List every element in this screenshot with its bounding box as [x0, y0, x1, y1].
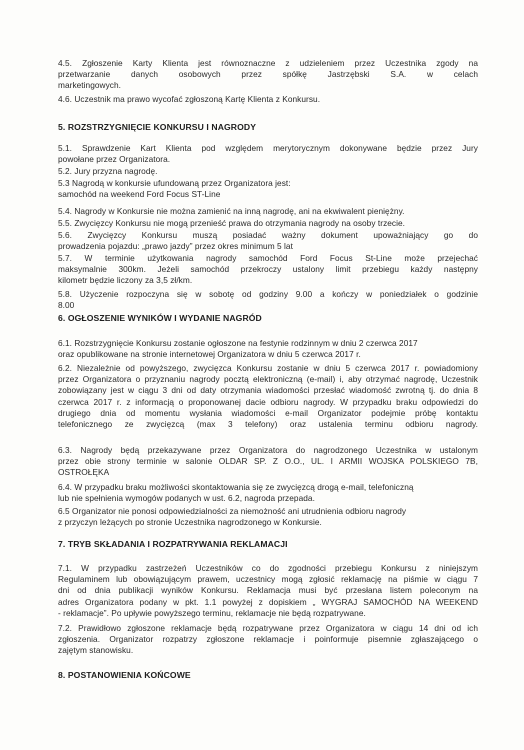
text-line: przez Organizatora o przyznaniu nagrody pocztą elektroniczną (e-mail) i, aby otrzymać nagrodę, Uczestnik	[58, 374, 478, 385]
text-line: dni od dnia publikacji wyników Konkursu. Reklamacja musi być przesłana listem poleconym na	[58, 585, 478, 596]
text-line: 5.1. Sprawdzenie Kart Klienta pod względem merytorycznym dokonywane będzie przez Jury	[58, 143, 478, 153]
para-6-2	[58, 363, 478, 430]
para-5-5	[58, 218, 478, 229]
text-line: 5.5. Zwycięzcy Konkursu nie mogą przenieść prawa do otrzymania nagrody na osoby trzecie.	[58, 218, 406, 228]
text-line: 8.00	[58, 300, 75, 311]
text-line: prowadzenia pojazdu: „prawo jazdy” przez okres minimum 5 lat	[58, 241, 293, 252]
text-line: telefonicznego ze zwycięzcą (max 3 telefony) oraz ustalenia terminu odbioru nagrody.	[58, 419, 478, 430]
para-4-5	[58, 58, 478, 92]
para-5-2	[58, 166, 478, 177]
text-line: 7.2. Prawidłowo zgłoszone reklamacje będą rozpatrywane przez Organizatora w ciągu 14 dni od ich	[58, 623, 478, 633]
text-line: kilometr będzie liczony za 3,5 zł/km.	[58, 275, 193, 286]
text-line: oraz opublikowane na stronie internetowej Organizatora w dniu 5 czerwca 2017 r.	[58, 349, 361, 360]
text-line: 5.3 Nagrodą w konkursie ufundowaną przez Organizatora jest:	[58, 178, 291, 188]
text-line: adres Organizatora podany w pkt. 1.1 powyżej z dopiskiem „ WYGRAJ SAMOCHÓD NA WEEKEND	[58, 596, 478, 607]
para-5-1	[58, 143, 478, 165]
text-line: 6.5 Organizator nie ponosi odpowiedzialności za niemożność ani utrudnienia odbioru nagrody	[58, 506, 407, 516]
text-line: 4.5. Zgłoszenie Karty Klienta jest równoznaczne z udzieleniem przez Uczestnika zgody na	[58, 58, 478, 68]
section-heading-8: 8. POSTANOWIENIA KOŃCOWE	[58, 670, 191, 680]
para-4-6	[58, 94, 478, 105]
text-line: 7.1. W przypadku zastrzeżeń Uczestników co do zgodności przebiegu Konkursu z niniejszym	[58, 563, 478, 573]
para-5-3	[58, 178, 478, 200]
text-line: czerwca 2017 r. z informacją o proponowanej dacie odbioru nagrody. W przypadku braku odpowiedzi do	[58, 396, 478, 407]
text-line: marketingowych.	[58, 80, 122, 91]
para-6-4	[58, 482, 478, 504]
text-line: zgłoszenia. Organizator rozpatrzy zgłoszone reklamacje i poinformuje pisemnie zgłaszającego o	[58, 634, 478, 645]
para-5-4	[58, 206, 478, 217]
section-heading-6: 6. OGŁOSZENIE WYNIKÓW I WYDANIE NAGRÓD	[58, 313, 262, 323]
text-line: zajętym stanowisku.	[58, 645, 134, 656]
text-line: przetwarzanie danych osobowych przez spółkę Jastrzębski S.A. w celach	[58, 69, 478, 80]
para-5-7	[58, 253, 478, 287]
text-line: lub nie spełnienia wymogów podanych w ust. 6.2, nagroda przepada.	[58, 493, 315, 504]
text-line: 5.7. W terminie użytkowania nagrody samochód Ford Focus St-Line może przejechać	[58, 253, 478, 263]
text-line: - reklamacje”. Po upływie powyższego terminu, reklamacje nie będą rozpatrywane.	[58, 607, 366, 618]
text-line: Regulaminem lub obowiązującym prawem, uczestnicy mogą zgłosić reklamację na piśmie w ciągu 7	[58, 574, 478, 585]
para-6-3	[58, 445, 478, 479]
text-line: 5.6. Zwycięzcy Konkursu muszą posiadać ważny dokument upoważniający go do	[58, 230, 478, 240]
text-line: przez obie strony terminie w salonie OLDAR SP. Z O.O., UL. I ARMII WOJSKA POLSKIEGO 7B,	[58, 456, 478, 467]
text-line: 5.4. Nagrody w Konkursie nie można zamienić na inną nagrodę, ani na ekwiwalent pieniężny.	[58, 206, 405, 216]
text-line: OSTROŁĘKA	[58, 467, 110, 478]
text-line: samochód na weekend Ford Focus ST-Line	[58, 189, 221, 200]
text-line: 6.3. Nagrody będą przekazywane przez Organizatora do nagrodzonego Uczestnika w ustalonym	[58, 445, 478, 455]
text-line: 5.8. Użyczenie rozpoczyna się w sobotę od godziny 9.00 a kończy w poniedziałek o godzinie	[58, 289, 478, 299]
para-7-2	[58, 623, 478, 657]
para-7-1	[58, 563, 478, 619]
text-line: powołane przez Organizatora.	[58, 154, 171, 165]
text-line: 6.4. W przypadku braku możliwości skontaktowania się ze zwycięzcą drogą e-mail, telefoniczną	[58, 482, 414, 492]
text-line: zobowiązany jest w ciągu 3 dni od daty otrzymania wiadomości przesłać wiadomość zwrotną tj. do dnia 8	[58, 385, 478, 396]
text-line: 6.1. Rozstrzygnięcie Konkursu zostanie ogłoszone na festynie rodzinnym w dniu 2 czerwca 2017	[58, 338, 418, 348]
section-heading-5: 5. ROZSTRZYGNIĘCIE KONKURSU I NAGRODY	[58, 122, 257, 132]
section-heading-7: 7. TRYB SKŁADANIA I ROZPATRYWANIA REKLAMACJI	[58, 539, 288, 549]
text-line: drugiego dnia od momentu wysłania wiadomości e-mail Organizator podejmie próbę kontaktu	[58, 407, 478, 418]
para-5-6	[58, 230, 478, 252]
text-line: 6.2. Niezależnie od powyższego, zwycięzca Konkursu zostanie w dniu 5 czerwca 2017 r. powiadomiony	[58, 363, 478, 373]
text-line: 5.2. Jury przyzna nagrodę.	[58, 166, 158, 176]
text-line: maksymalnie 300km. Jeżeli samochód przekroczy ustalony limit przebiegu każdy następny	[58, 264, 478, 275]
para-6-5	[58, 506, 478, 528]
para-6-1	[58, 338, 478, 360]
para-5-8	[58, 289, 478, 311]
text-line: z przyczyn leżących po stronie Uczestnika nagrodzonego w Konkursie.	[58, 517, 322, 528]
text-line: 4.6. Uczestnik ma prawo wycofać zgłoszoną Kartę Klienta z Konkursu.	[58, 94, 321, 104]
